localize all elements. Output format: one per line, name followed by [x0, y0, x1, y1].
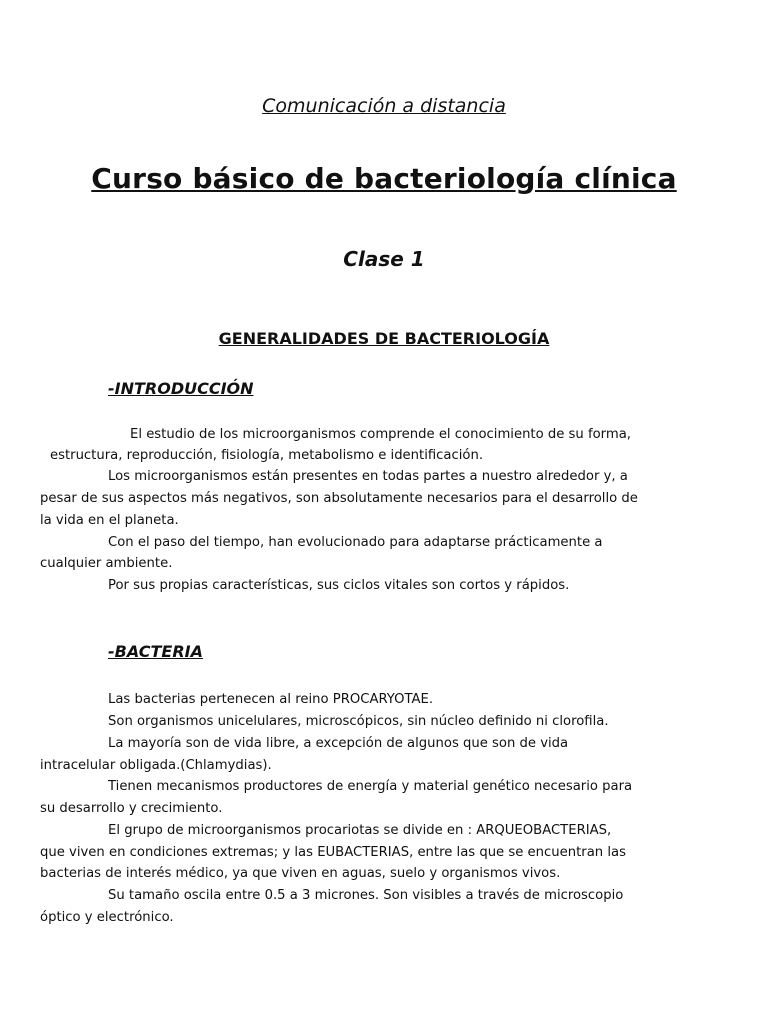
document-subtitle: Comunicación a distancia [262, 95, 506, 117]
intro-heading: -INTRODUCCIÓN [108, 379, 254, 398]
bacteria-line: intracelular obligada.(Chlamydias). [40, 758, 272, 773]
bacteria-line: Su tamaño oscila entre 0.5 a 3 micrones. Son visibles a través de microscopio [108, 888, 624, 903]
bacteria-line: La mayoría son de vida libre, a excepción de algunos que son de vida [108, 736, 569, 751]
intro-line: Con el paso del tiempo, han evolucionado para adaptarse prácticamente a [108, 535, 603, 550]
section-title: GENERALIDADES DE BACTERIOLOGÍA [218, 329, 550, 348]
bacteria-heading: -BACTERIA [108, 642, 203, 661]
class-label: Clase 1 [343, 247, 425, 271]
intro-line: pesar de sus aspectos más negativos, son absolutamente necesarios para el desarrollo de [40, 491, 638, 506]
intro-line: estructura, reproducción, fisiología, metabolismo e identificación. [50, 448, 484, 463]
intro-line: Por sus propias características, sus ciclos vitales son cortos y rápidos. [108, 578, 570, 593]
bacteria-line: Son organismos unicelulares, microscópicos, sin núcleo definido ni clorofila. [108, 714, 609, 729]
intro-line: cualquier ambiente. [40, 556, 173, 571]
intro-line: El estudio de los microorganismos comprende el conocimiento de su forma, [130, 427, 631, 442]
bacteria-line: El grupo de microorganismos procariotas se divide en : ARQUEOBACTERIAS, [108, 823, 612, 838]
bacteria-line: óptico y electrónico. [40, 910, 174, 925]
bacteria-line: que viven en condiciones extremas; y las EUBACTERIAS, entre las que se encuentran las [40, 845, 626, 860]
intro-line: Los microorganismos están presentes en todas partes a nuestro alrededor y, a [108, 469, 628, 484]
bacteria-line: Tienen mecanismos productores de energía y material genético necesario para [108, 779, 633, 794]
document-title: Curso básico de bacteriología clínica [91, 162, 677, 195]
bacteria-line: su desarrollo y crecimiento. [40, 801, 223, 816]
intro-line: la vida en el planeta. [40, 513, 179, 528]
bacteria-line: Las bacterias pertenecen al reino PROCARYOTAE. [108, 692, 434, 707]
bacteria-line: bacterias de interés médico, ya que viven en aguas, suelo y organismos vivos. [40, 866, 561, 881]
